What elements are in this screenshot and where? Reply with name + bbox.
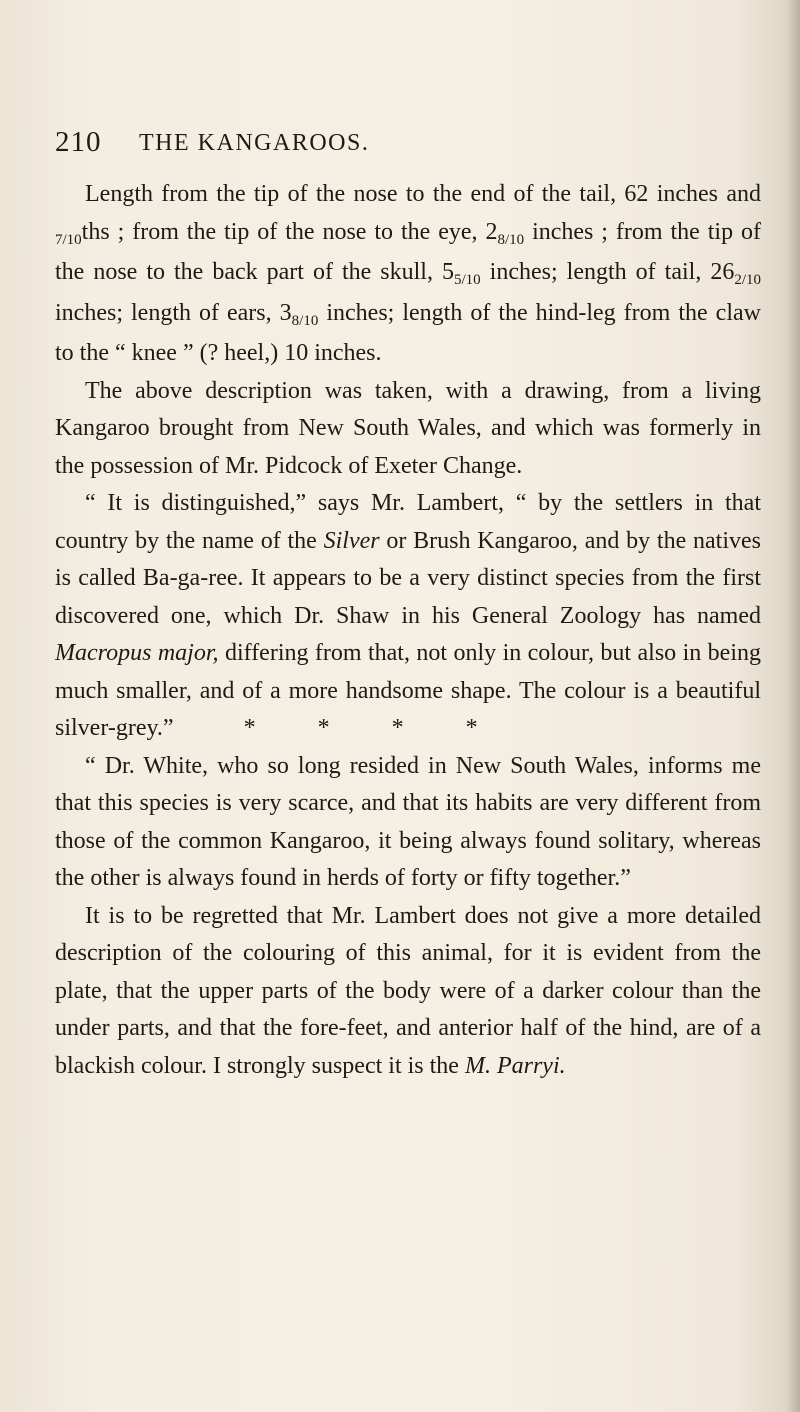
- fraction-denominator: 10: [509, 231, 525, 248]
- italic-text: Macropus major,: [55, 640, 219, 666]
- page-edge-shadow: [786, 0, 800, 1412]
- paragraph-description-source: [55, 373, 761, 486]
- fraction-numerator: 5: [454, 272, 462, 288]
- text-run: “ Dr. White, who so long resided in New South Wales, informs me that this species is very scarce, and that its habits are very different from those of the common Kangaroo, it being always found solitary, whereas the other is always found in herds of forty or fifty together.”: [55, 752, 761, 891]
- text-run: differing from that, not only in colour, but also in being much smaller, and of a more handsome shape. The colour is a beautiful silver-grey.”: [55, 640, 762, 741]
- italic-text: Silver: [323, 527, 380, 554]
- fraction-numerator: 2: [734, 272, 742, 288]
- paragraph-white-quote: [55, 748, 761, 898]
- text-run: Length from the tip of the nose to the end of the tail, 62 inches and: [85, 181, 761, 207]
- fraction-denominator: 10: [746, 272, 762, 288]
- fraction-numerator: 7: [55, 231, 63, 248]
- text-run: It is to be regretted that Mr. Lambert does not give a more detailed description of the colouring of this animal, for it is evident from the plate, that the upper parts of the body were of a darker colour than the under parts, and that the fore-feet, and anterior half of the hind, are of a blackish colour. I strongly suspect it is the: [55, 902, 761, 1079]
- text-run: inches ; from the tip of the nose to the back part of the skull, 5: [55, 218, 761, 285]
- fraction-denominator: 10: [303, 312, 319, 329]
- italic-text: M. Parryi.: [464, 1052, 566, 1079]
- fraction: 8/10: [291, 312, 319, 329]
- text-run: The above description was taken, with a drawing, from a living Kangaroo brought from New South Wales, and which was formerly in the possession of Mr. Pidcock of Exeter Change.: [55, 377, 761, 479]
- fraction-denominator: 10: [465, 272, 481, 288]
- paragraph-lambert-quote: [55, 485, 761, 748]
- page-header: [0, 126, 800, 166]
- paragraph-measurements: [55, 176, 761, 373]
- fraction-numerator: 8: [291, 312, 300, 329]
- text-run: ths ; from the tip of the nose to the eye, 2: [81, 218, 498, 245]
- fraction-denominator: 10: [66, 231, 82, 248]
- text-run: or Brush Kangaroo, and by the natives is called Ba-ga-ree. It appears to be a very distinct species from the first discovered one, which Dr. Shaw in his General Zoology has named: [55, 527, 762, 629]
- fraction-numerator: 8: [497, 231, 505, 248]
- fraction: 5/10: [454, 272, 481, 288]
- paragraph-author-comment: [55, 898, 761, 1086]
- text-run: “ It is distinguished,” says Mr. Lambert, “ by the settlers in that country by the name of the: [55, 490, 761, 554]
- page-number: 210: [55, 126, 102, 158]
- text-run: inches; length of ears, 3: [55, 299, 292, 326]
- running-title: THE KANGAROOS.: [139, 130, 370, 156]
- text-run: inches; length of tail, 26: [480, 259, 735, 285]
- fraction: 8/10: [497, 231, 525, 248]
- fraction: 2/10: [734, 272, 762, 288]
- ellipsis-stars: * * * *: [243, 715, 506, 741]
- body-text: [55, 176, 761, 1085]
- fraction: 7/10: [55, 231, 82, 248]
- text-run: inches; length of the hind-leg from the claw to the “ knee ” (? heel,) 10 inches.: [55, 299, 761, 366]
